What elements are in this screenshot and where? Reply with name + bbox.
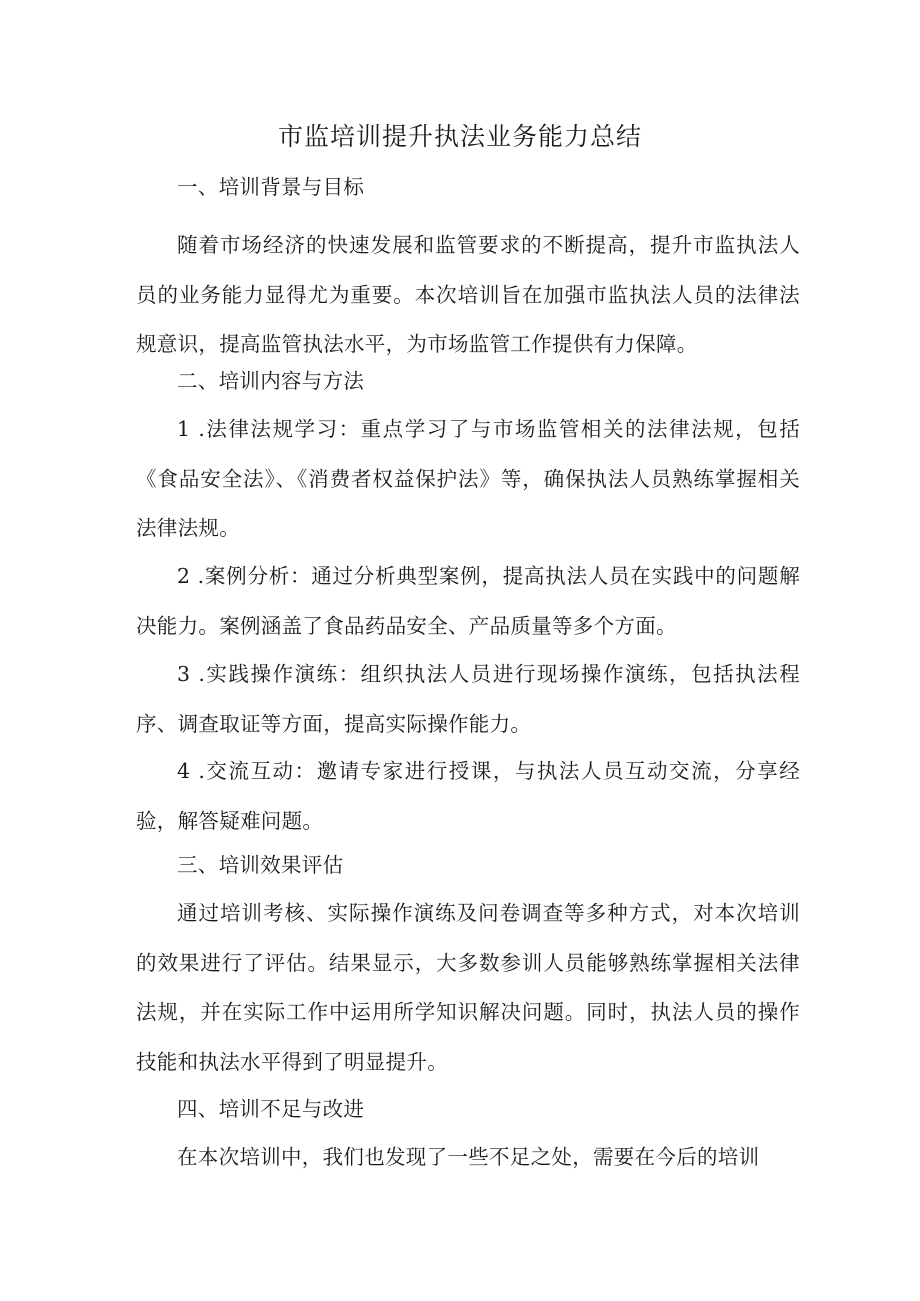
section-heading-improvement: 四、培训不足与改进 [177,1097,365,1121]
section-heading-background: 一、培训背景与目标 [177,175,365,199]
paragraph-improvement: 在本次培训中，我们也发现了一些不足之处，需要在今后的培训 [177,1145,760,1169]
section-heading-evaluation: 三、培训效果评估 [177,853,344,877]
paragraph-evaluation: 通过培训考核、实际操作演练及问卷调查等多种方式，对本次培训的效果进行了评估。结果显示，大多数参训人员能够熟练掌握相关法律法规，并在实际工作中运用所学知识解决问题。同时，执法人员的操作技能和执法水平得到了明显提升。 [136,901,800,1074]
document-title: 市监培训提升执法业务能力总结 [277,122,642,151]
paragraph-background: 随着市场经济的快速发展和监管要求的不断提高，提升市监执法人员的业务能力显得尤为重要。本次培训旨在加强市监执法人员的法律法规意识，提高监管执法水平，为市场监管工作提供有力保障。 [136,233,800,356]
list-item-practice: 3 .实践操作演练：组织执法人员进行现场操作演练，包括执法程序、调查取证等方面，提高实际操作能力。 [136,662,800,736]
list-item-cases: 2 .案例分析：通过分析典型案例，提高执法人员在实践中的问题解决能力。案例涵盖了食品药品安全、产品质量等多个方面。 [136,564,800,638]
list-item-exchange: 4 .交流互动：邀请专家进行授课，与执法人员互动交流，分享经验，解答疑难问题。 [136,759,800,833]
section-heading-content: 二、培训内容与方法 [177,369,365,393]
list-item-laws: 1 .法律法规学习：重点学习了与市场监管相关的法律法规，包括《食品安全法》、《消费者权益保护法》等，确保执法人员熟练掌握相关法律法规。 [136,417,800,540]
